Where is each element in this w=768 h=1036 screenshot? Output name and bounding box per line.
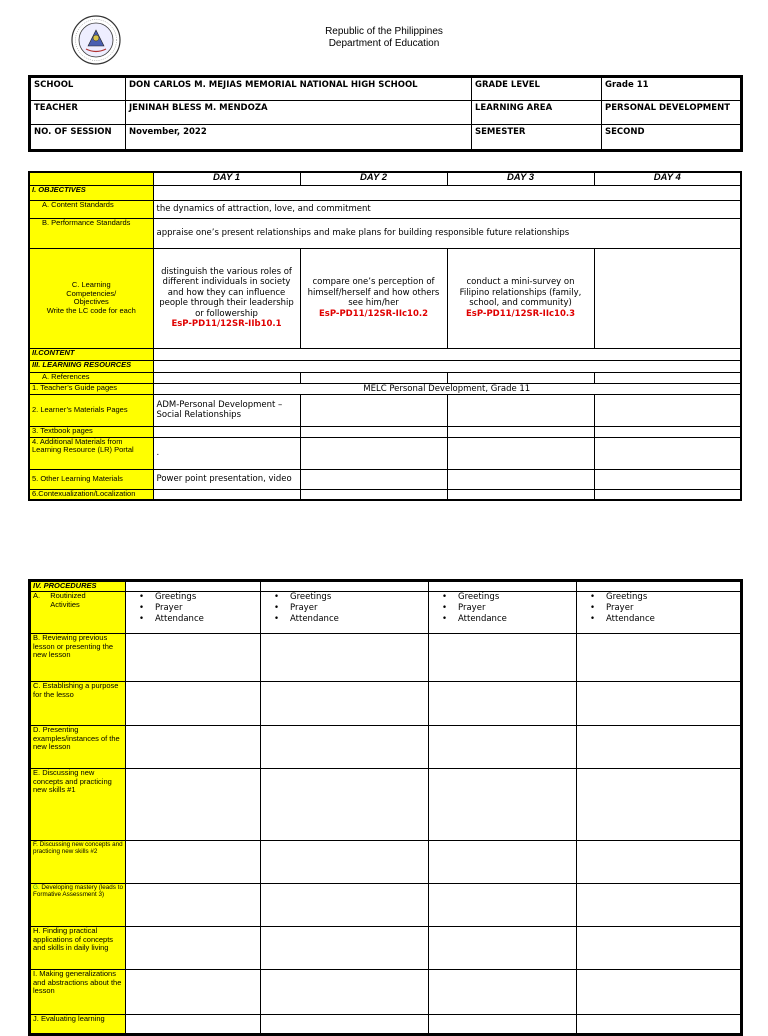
proc-j-letter: J.	[33, 1014, 39, 1023]
proc-c-text: Establishing a purpose for the lesso	[33, 681, 119, 699]
proc-c-day-4	[577, 682, 742, 726]
day-2-header: DAY 2	[300, 172, 447, 185]
proc-d-day-4	[577, 726, 742, 769]
proc-i-day-2	[261, 970, 429, 1015]
teacher-value: JENINAH BLESS M. MENDOZA	[126, 101, 472, 125]
learners-materials-label: 2. Learner’s Materials Pages	[29, 394, 153, 426]
day-1-header: DAY 1	[153, 172, 300, 185]
performance-standards-value: appraise one’s present relationships and make plans for building responsible future relationships	[153, 218, 741, 248]
routine-day-2	[261, 592, 429, 634]
proc-g-day-1	[126, 884, 261, 927]
routine-greetings: • Greetings	[442, 592, 573, 603]
routine-day-3	[429, 592, 577, 634]
proc-i-label	[30, 970, 126, 1015]
semester-value: SECOND	[602, 125, 742, 151]
textbook-label: 3. Textbook pages	[29, 426, 153, 437]
semester-label: SEMESTER	[472, 125, 602, 151]
routine-attendance: • Attendance	[442, 614, 573, 625]
procedures-table	[28, 579, 743, 1036]
textbook-day-1	[153, 426, 300, 437]
proc-a-label	[30, 592, 126, 634]
teacher-label: TEACHER	[30, 101, 126, 125]
lc-day-3	[447, 248, 594, 348]
context-day-3	[447, 489, 594, 500]
lc-day-1-code: EsP-PD11/12SR-IIb10.1	[171, 319, 282, 329]
proc-head-1	[126, 581, 261, 592]
textbook-day-3	[447, 426, 594, 437]
proc-a-letter: A.	[33, 591, 41, 600]
references-day-1	[153, 372, 300, 383]
lc-label-text: C. Learning Competencies/ Objectives	[66, 280, 117, 306]
header-department: Department of Education	[328, 38, 440, 49]
session-value: November, 2022	[126, 125, 472, 151]
proc-c-day-1	[126, 682, 261, 726]
context-day-2	[300, 489, 447, 500]
learners-materials-day-2	[300, 394, 447, 426]
resources-empty	[153, 360, 741, 372]
lc-day-1	[153, 248, 300, 348]
proc-head-3	[429, 581, 577, 592]
lesson-plan-table	[28, 171, 742, 501]
proc-b-text: Reviewing previous lesson or presenting the new lesson	[33, 633, 114, 659]
proc-i-day-1	[126, 970, 261, 1015]
proc-f-day-4	[577, 841, 742, 884]
additional-day-2	[300, 437, 447, 469]
proc-a-text: Routinized Activities	[50, 591, 86, 609]
routine-attendance: • Attendance	[274, 614, 425, 625]
references-day-4	[594, 372, 741, 383]
proc-c-label	[30, 682, 126, 726]
proc-d-day-2	[261, 726, 429, 769]
references-day-2	[300, 372, 447, 383]
proc-j-text: Evaluating learning	[40, 1014, 105, 1023]
proc-d-label	[30, 726, 126, 769]
learners-materials-value: ADM-Personal Development – Social Relationships	[153, 394, 300, 426]
lc-day-2-code: EsP-PD11/12SR-IIc10.2	[318, 308, 429, 319]
learning-competencies-label	[29, 248, 153, 348]
proc-h-letter: H.	[33, 926, 41, 935]
proc-g-day-2	[261, 884, 429, 927]
routine-attendance: • Attendance	[139, 614, 257, 625]
routine-prayer: • Prayer	[442, 603, 573, 614]
area-label: LEARNING AREA	[472, 101, 602, 125]
proc-f-label	[30, 841, 126, 884]
proc-d-letter: D.	[33, 725, 41, 734]
proc-f-text: Discussing new concepts and practicing new skills #2	[33, 841, 123, 856]
routine-prayer: • Prayer	[590, 603, 737, 614]
proc-c-day-3	[429, 682, 577, 726]
session-label: NO. OF SESSION	[30, 125, 126, 151]
proc-j-day-1	[126, 1015, 261, 1035]
corner-cell	[29, 172, 153, 185]
school-label: SCHOOL	[30, 77, 126, 101]
contextualization-label: 6.Contexualization/Localization	[29, 489, 153, 500]
references-day-3	[447, 372, 594, 383]
proc-i-day-3	[429, 970, 577, 1015]
proc-i-text: Making generalizations and abstractions about the lesson	[33, 969, 122, 995]
proc-j-day-4	[577, 1015, 742, 1035]
proc-h-day-2	[261, 927, 429, 970]
document-header	[0, 26, 768, 50]
proc-j-day-3	[429, 1015, 577, 1035]
learners-materials-day-3	[447, 394, 594, 426]
day-4-header: DAY 4	[594, 172, 741, 185]
proc-b-day-1	[126, 634, 261, 682]
school-value: DON CARLOS M. MEJIAS MEMORIAL NATIONAL HIGH SCHOOL	[126, 77, 472, 101]
proc-h-day-3	[429, 927, 577, 970]
proc-h-day-1	[126, 927, 261, 970]
procedures-title: IV. PROCEDURES	[30, 581, 126, 592]
proc-b-day-2	[261, 634, 429, 682]
proc-head-2	[261, 581, 429, 592]
textbook-day-2	[300, 426, 447, 437]
routine-prayer: • Prayer	[139, 603, 257, 614]
lc-day-2-text: compare one’s perception of himself/herself and how others see him/her	[307, 277, 440, 308]
proc-g-label	[30, 884, 126, 927]
routine-greetings: • Greetings	[274, 592, 425, 603]
lc-day-3-text: conduct a mini-survey on Filipino relationships (family, school, and community)	[459, 277, 582, 308]
learners-materials-day-4	[594, 394, 741, 426]
routine-attendance: • Attendance	[590, 614, 737, 625]
proc-h-text: Finding practical applications of concepts and skills in daily living	[33, 926, 114, 952]
header-republic: Republic of the Philippines	[325, 26, 443, 37]
proc-j-label	[30, 1015, 126, 1035]
area-value: PERSONAL DEVELOPMENT	[602, 101, 742, 125]
proc-f-day-3	[429, 841, 577, 884]
content-standards-label: A. Content Standards	[29, 200, 153, 218]
teachers-guide-value: MELC Personal Development, Grade 11	[153, 383, 741, 394]
proc-g-day-3	[429, 884, 577, 927]
grade-label: GRADE LEVEL	[472, 77, 602, 101]
proc-b-day-4	[577, 634, 742, 682]
grade-value: Grade 11	[602, 77, 742, 101]
proc-j-day-2	[261, 1015, 429, 1035]
proc-g-day-4	[577, 884, 742, 927]
content-empty	[153, 348, 741, 360]
content-title: II.CONTENT	[29, 348, 153, 360]
lc-day-3-code: EsP-PD11/12SR-IIc10.3	[465, 308, 576, 319]
lc-day-4	[594, 248, 741, 348]
textbook-day-4	[594, 426, 741, 437]
other-materials-label: 5. Other Learning Materials	[29, 469, 153, 489]
proc-e-letter: E.	[33, 768, 41, 777]
teachers-guide-label: 1. Teacher’s Guide pages	[29, 383, 153, 394]
proc-c-letter: C.	[33, 681, 41, 690]
proc-g-letter: G.	[33, 884, 40, 891]
content-standards-value: the dynamics of attraction, love, and commitment	[153, 200, 741, 218]
proc-f-day-2	[261, 841, 429, 884]
routine-day-1	[126, 592, 261, 634]
proc-c-day-2	[261, 682, 429, 726]
proc-d-text: Presenting examples/instances of the new lesson	[33, 725, 120, 751]
objectives-title: I. OBJECTIVES	[29, 185, 153, 200]
proc-b-letter: B.	[33, 633, 41, 642]
proc-e-day-4	[577, 769, 742, 841]
routine-greetings: • Greetings	[590, 592, 737, 603]
routine-greetings: • Greetings	[139, 592, 257, 603]
proc-b-day-3	[429, 634, 577, 682]
proc-b-label	[30, 634, 126, 682]
proc-i-letter: I.	[33, 969, 38, 978]
routine-day-4	[577, 592, 742, 634]
lc-day-2	[300, 248, 447, 348]
proc-d-day-1	[126, 726, 261, 769]
additional-day-3	[447, 437, 594, 469]
proc-i-day-4	[577, 970, 742, 1015]
proc-h-label	[30, 927, 126, 970]
lc-day-1-text: distinguish the various roles of different individuals in society and how they can influence people through their leadership or followership	[159, 266, 294, 319]
objectives-empty	[153, 185, 741, 200]
routine-prayer: • Prayer	[274, 603, 425, 614]
proc-h-day-4	[577, 927, 742, 970]
proc-e-label	[30, 769, 126, 841]
proc-f-day-1	[126, 841, 261, 884]
lc-note: Write the LC code for each	[46, 305, 136, 315]
proc-g-text: Developing mastery (leads to Formative Assessment 3)	[33, 884, 123, 899]
other-day-4	[594, 469, 741, 489]
references-label: A. References	[29, 372, 153, 383]
additional-day-4	[594, 437, 741, 469]
additional-materials-label: 4. Additional Materials from Learning Resource (LR) Portal	[29, 437, 153, 469]
other-day-2	[300, 469, 447, 489]
resources-title: III. LEARNING RESOURCES	[29, 360, 153, 372]
other-materials-value: Power point presentation, video	[153, 469, 300, 489]
proc-head-4	[577, 581, 742, 592]
performance-standards-label: B. Performance Standards	[29, 218, 153, 248]
proc-e-text: Discussing new concepts and practicing new skills #1	[33, 768, 112, 794]
context-day-4	[594, 489, 741, 500]
proc-e-day-1	[126, 769, 261, 841]
proc-f-letter: F.	[33, 841, 38, 848]
proc-e-day-3	[429, 769, 577, 841]
additional-materials-value: .	[153, 437, 300, 469]
proc-e-day-2	[261, 769, 429, 841]
info-table	[28, 75, 743, 152]
context-day-1	[153, 489, 300, 500]
other-day-3	[447, 469, 594, 489]
day-3-header: DAY 3	[447, 172, 594, 185]
proc-d-day-3	[429, 726, 577, 769]
